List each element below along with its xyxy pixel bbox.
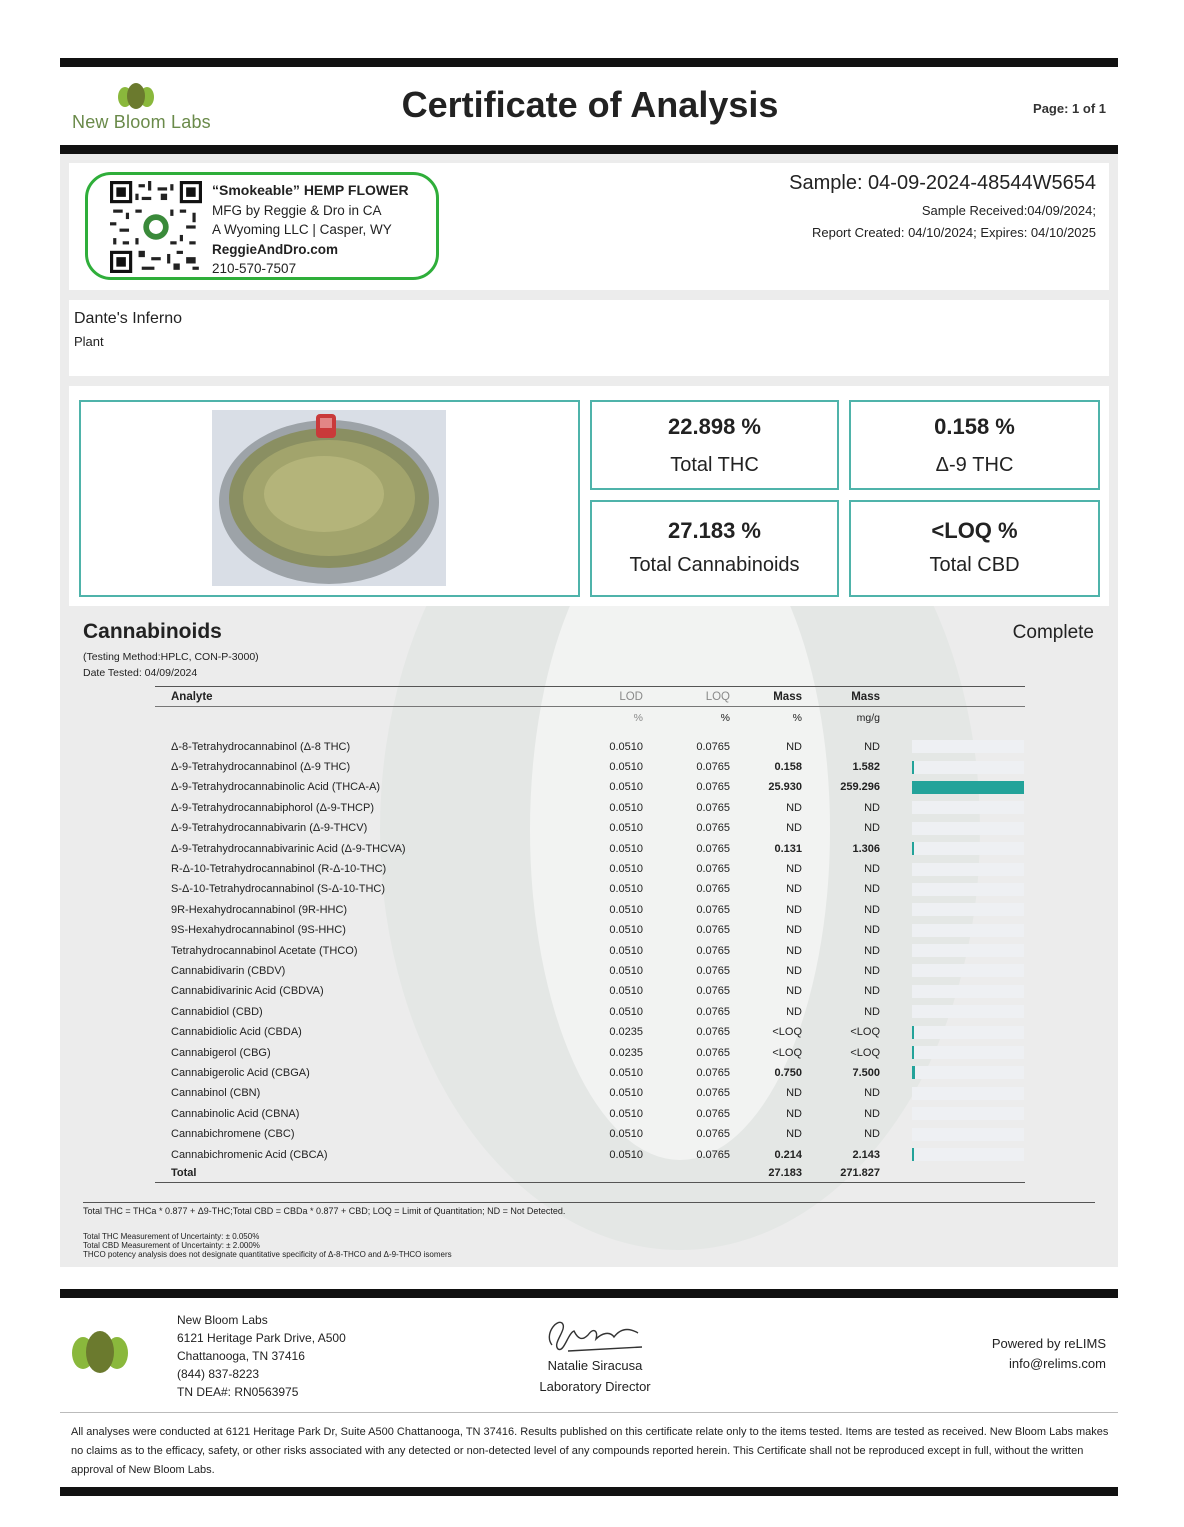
- producer-sticker: [85, 172, 439, 280]
- lod-cell: 0.0510: [609, 1005, 643, 1018]
- analyte-cell: Cannabigerol (CBG): [171, 1046, 271, 1059]
- level-bar-track: [912, 822, 1024, 835]
- mass-mgg-cell: ND: [864, 1005, 880, 1018]
- sticker-website-link[interactable]: ReggieAndDro.com: [212, 241, 339, 257]
- analyte-cell: Cannabinol (CBN): [171, 1087, 261, 1100]
- level-bar-track: [912, 924, 1024, 937]
- lod-cell: 0.0510: [609, 883, 643, 896]
- analyte-cell: R-Δ-10-Tetrahydrocannabinol (R-Δ-10-THC): [171, 863, 387, 876]
- level-bar-cell: [880, 1063, 1025, 1083]
- mass-percent-cell: 0.158: [774, 761, 802, 774]
- disclaimer: All analyses were conducted at 6121 Heritage Park Dr, Suite A500 Chattanooga, TN 37416. Results published on this certificate relate only to the items tested. Items are tested as received. New Bloom Labs makes no claims as to the efficacy, safety, or other risks associated with any detected or non-detected level of any compounds reported herein. This Certificate shall not be reproduced except in full, without the written approval of New Bloom Labs.: [71, 1426, 1109, 1476]
- table-row: [155, 757, 1025, 777]
- level-bar-cell: [880, 1083, 1025, 1103]
- table-row: [155, 1063, 1025, 1083]
- product-card: [69, 300, 1109, 376]
- level-bar-track: [912, 1005, 1024, 1018]
- loq-cell: 0.0765: [696, 1087, 730, 1100]
- lab-street: 6121 Heritage Park Drive, A500: [177, 1331, 346, 1345]
- column-header: Mass: [730, 687, 802, 707]
- mass-mgg-cell: ND: [864, 903, 880, 916]
- mass-mgg-cell: ND: [864, 740, 880, 753]
- table-row: [155, 940, 1025, 960]
- lod-cell: 0.0510: [609, 781, 643, 794]
- level-bar-track: [912, 740, 1024, 753]
- total-cbd-label: Total CBD: [929, 554, 1020, 576]
- analyte-cell: Cannabinolic Acid (CBNA): [171, 1107, 300, 1120]
- mass-percent-cell: ND: [786, 1005, 802, 1018]
- level-bar-cell: [880, 1144, 1025, 1164]
- page-title: Certificate of Analysis: [401, 84, 779, 125]
- lab-name: New Bloom Labs: [177, 1313, 268, 1327]
- table-header-row: [155, 687, 1025, 707]
- table-row: [155, 818, 1025, 838]
- level-bar-cell: [880, 1022, 1025, 1042]
- lod-cell: 0.0235: [609, 1046, 643, 1059]
- total-thc-value: 22.898 %: [668, 414, 761, 439]
- lod-cell: 0.0510: [609, 1066, 643, 1079]
- level-bar-track: [912, 1087, 1024, 1100]
- unit-label: %: [792, 711, 802, 724]
- lod-cell: 0.0510: [609, 1087, 643, 1100]
- mass-percent-cell: ND: [786, 1087, 802, 1100]
- level-bar-track: [912, 1107, 1024, 1120]
- level-bar-cell: [880, 920, 1025, 940]
- date-tested: Date Tested: 04/09/2024: [83, 667, 198, 679]
- total-mass-mgg: 271.827: [802, 1165, 880, 1183]
- sticker-line: MFG by Reggie & Dro in CA: [212, 202, 382, 218]
- powered-by: Powered by reLIMS: [991, 1336, 1106, 1351]
- mass-mgg-cell: ND: [864, 924, 880, 937]
- analyte-cell: Cannabichromenic Acid (CBCA): [171, 1148, 328, 1161]
- total-cannabinoids-value: 27.183 %: [668, 518, 761, 543]
- loq-cell: 0.0765: [696, 1128, 730, 1141]
- unit-label: %: [633, 711, 643, 724]
- footer-top-rule: [60, 1289, 1118, 1298]
- level-bar-fill: [912, 1026, 914, 1039]
- table-row: [155, 1083, 1025, 1103]
- mass-mgg-cell: <LOQ: [850, 1026, 880, 1039]
- total-thc-card: [590, 400, 839, 490]
- level-bar-track: [912, 1066, 1024, 1079]
- level-bar-track: [912, 863, 1024, 876]
- lab-dea: TN DEA#: RN0563975: [177, 1385, 299, 1399]
- level-bar-cell: [880, 900, 1025, 920]
- table-row: [155, 1042, 1025, 1062]
- lod-cell: 0.0510: [609, 761, 643, 774]
- sticker-text: [212, 181, 409, 279]
- lod-cell: 0.0510: [609, 842, 643, 855]
- loq-cell: 0.0765: [696, 964, 730, 977]
- level-bar-cell: [880, 940, 1025, 960]
- lab-address: [177, 1311, 346, 1401]
- level-bar-track: [912, 1046, 1024, 1059]
- lod-cell: 0.0510: [609, 1148, 643, 1161]
- mass-mgg-cell: ND: [864, 863, 880, 876]
- level-bar-cell: [880, 879, 1025, 899]
- loq-cell: 0.0765: [696, 1107, 730, 1120]
- mass-percent-cell: ND: [786, 924, 802, 937]
- director-signature: [538, 1313, 648, 1357]
- unit-label: mg/g: [856, 711, 880, 724]
- analyte-cell: Cannabidiolic Acid (CBDA): [171, 1026, 302, 1039]
- level-bar-track: [912, 761, 1024, 774]
- powered-email[interactable]: info@relims.com: [1009, 1356, 1106, 1371]
- mass-percent-cell: ND: [786, 944, 802, 957]
- analyte-cell: Δ-8-Tetrahydrocannabinol (Δ-8 THC): [171, 740, 351, 753]
- lod-cell: 0.0510: [609, 903, 643, 916]
- mass-percent-cell: ND: [786, 985, 802, 998]
- table-row: [155, 1104, 1025, 1124]
- mass-mgg-cell: ND: [864, 822, 880, 835]
- total-label: Total: [155, 1165, 575, 1183]
- mass-mgg-cell: ND: [864, 964, 880, 977]
- report-created: Report Created: 04/10/2024; Expires: 04/10/2025: [811, 225, 1096, 240]
- mass-mgg-cell: 2.143: [852, 1148, 880, 1161]
- mass-mgg-cell: ND: [864, 883, 880, 896]
- lod-cell: 0.0510: [609, 863, 643, 876]
- table-row: [155, 859, 1025, 879]
- analyte-cell: S-Δ-10-Tetrahydrocannabinol (S-Δ-10-THC): [171, 883, 385, 896]
- page-number: Page: 1 of 1: [1033, 101, 1106, 116]
- loq-cell: 0.0765: [696, 944, 730, 957]
- level-bar-track: [912, 883, 1024, 896]
- analyte-cell: Δ-9-Tetrahydrocannabiphorol (Δ-9-THCP): [171, 801, 374, 814]
- uncertainty-note: Total THC Measurement of Uncertainty: ± 0.050%: [83, 1232, 260, 1241]
- total-cannabinoids-card: [590, 500, 839, 597]
- level-bar-track: [912, 842, 1024, 855]
- formula-note: Total THC = THCa * 0.877 + Δ9-THC;Total CBD = CBDa * 0.877 + CBD; LOQ = Limit of Quantitation; ND = Not Detected.: [83, 1206, 566, 1216]
- mass-mgg-cell: 1.582: [852, 761, 880, 774]
- mass-mgg-cell: ND: [864, 1107, 880, 1120]
- mass-percent-cell: ND: [786, 1107, 802, 1120]
- delta9-thc-value: 0.158 %: [934, 414, 1015, 439]
- lod-cell: 0.0510: [609, 964, 643, 977]
- loq-cell: 0.0765: [696, 863, 730, 876]
- mass-percent-cell: 0.214: [774, 1148, 802, 1161]
- total-mass-percent: 27.183: [730, 1165, 802, 1183]
- mass-percent-cell: ND: [786, 1128, 802, 1141]
- brand-name: New Bloom Labs: [72, 112, 211, 132]
- table-row: [155, 879, 1025, 899]
- sample-dish-image: [212, 410, 446, 586]
- loq-cell: 0.0765: [696, 761, 730, 774]
- level-bar-cell: [880, 818, 1025, 838]
- lod-cell: 0.0510: [609, 740, 643, 753]
- level-bar-cell: [880, 798, 1025, 818]
- header-rule: [60, 145, 1118, 154]
- lod-cell: 0.0510: [609, 924, 643, 937]
- column-header: Analyte: [155, 687, 575, 707]
- total-cannabinoids-label: Total Cannabinoids: [629, 554, 800, 576]
- analyte-cell: Δ-9-Tetrahydrocannabinolic Acid (THCA-A): [171, 781, 381, 794]
- table-row: [155, 838, 1025, 858]
- table-row: [155, 1124, 1025, 1144]
- lod-cell: 0.0510: [609, 944, 643, 957]
- level-bar-cell: [880, 859, 1025, 879]
- mass-mgg-cell: ND: [864, 1087, 880, 1100]
- mass-mgg-cell: 259.296: [840, 781, 880, 794]
- level-bar-fill: [912, 761, 914, 774]
- loq-cell: 0.0765: [696, 883, 730, 896]
- uncertainty-note: Total CBD Measurement of Uncertainty: ± 2.000%: [83, 1241, 260, 1250]
- top-rule: [60, 58, 1118, 67]
- level-bar-track: [912, 985, 1024, 998]
- lab-city: Chattanooga, TN 37416: [177, 1349, 305, 1363]
- analyte-cell: Δ-9-Tetrahydrocannabivarin (Δ-9-THCV): [171, 822, 368, 835]
- notes-divider: [83, 1202, 1095, 1203]
- sticker-line: A Wyoming LLC | Casper, WY: [212, 222, 392, 237]
- section-title: Cannabinoids: [83, 620, 222, 643]
- mass-mgg-cell: ND: [864, 985, 880, 998]
- loq-cell: 0.0765: [696, 1046, 730, 1059]
- uncertainty-note: THCO potency analysis does not designate quantitative specificity of Δ-8-THCO and Δ-9-THCO isomers: [83, 1250, 452, 1259]
- mass-mgg-cell: ND: [864, 1128, 880, 1141]
- section-status: Complete: [1012, 622, 1094, 643]
- mass-percent-cell: ND: [786, 883, 802, 896]
- table-row: [155, 798, 1025, 818]
- level-bar-track: [912, 903, 1024, 916]
- lab-logo-icon: [72, 1331, 128, 1375]
- level-bar-fill: [912, 1046, 914, 1059]
- mass-percent-cell: 0.131: [774, 842, 802, 855]
- qr-code-icon[interactable]: [110, 181, 202, 273]
- loq-cell: 0.0765: [696, 801, 730, 814]
- table-row: [155, 777, 1025, 797]
- sticker-phone: 210-570-7507: [212, 261, 297, 276]
- level-bar-cell: [880, 1002, 1025, 1022]
- sample-id: Sample: 04-09-2024-48544W5654: [789, 172, 1096, 194]
- mass-percent-cell: ND: [786, 801, 802, 814]
- lod-cell: 0.0510: [609, 985, 643, 998]
- analyte-cell: Cannabichromene (CBC): [171, 1128, 295, 1141]
- level-bar-track: [912, 1148, 1024, 1161]
- lod-cell: 0.0510: [609, 1128, 643, 1141]
- delta9-thc-label: Δ-9 THC: [935, 454, 1014, 476]
- loq-cell: 0.0765: [696, 903, 730, 916]
- level-bar-track: [912, 1026, 1024, 1039]
- analyte-cell: 9S-Hexahydrocannabinol (9S-HHC): [171, 924, 346, 937]
- level-bar-cell: [880, 981, 1025, 1001]
- testing-method: (Testing Method:HPLC, CON-P-3000): [83, 651, 259, 663]
- level-bar-fill: [912, 1066, 915, 1079]
- analyte-cell: Cannabidivarinic Acid (CBDVA): [171, 985, 324, 998]
- mass-percent-cell: ND: [786, 964, 802, 977]
- loq-cell: 0.0765: [696, 1148, 730, 1161]
- analyte-cell: Cannabidiol (CBD): [171, 1005, 263, 1018]
- blank: [575, 1165, 643, 1183]
- level-bar-track: [912, 944, 1024, 957]
- table-row: [155, 920, 1025, 940]
- level-bar-track: [912, 801, 1024, 814]
- product-type: Plant: [74, 334, 104, 349]
- mass-percent-cell: 25.930: [768, 781, 802, 794]
- loq-cell: 0.0765: [696, 1005, 730, 1018]
- level-bar-track: [912, 1128, 1024, 1141]
- mass-mgg-cell: 1.306: [852, 842, 880, 855]
- mass-percent-cell: ND: [786, 740, 802, 753]
- sample-photo: [212, 410, 446, 586]
- blank: [880, 1165, 1025, 1183]
- loq-cell: 0.0765: [696, 842, 730, 855]
- level-bar-cell: [880, 1104, 1025, 1124]
- mass-percent-cell: ND: [786, 903, 802, 916]
- disclaimer-divider: [60, 1412, 1118, 1413]
- new-bloom-logo-icon: [118, 83, 154, 111]
- bottom-rule: [60, 1487, 1118, 1496]
- mass-mgg-cell: 7.500: [852, 1066, 880, 1079]
- loq-cell: 0.0765: [696, 1026, 730, 1039]
- mass-percent-cell: <LOQ: [772, 1026, 802, 1039]
- table-row: [155, 737, 1025, 757]
- loq-cell: 0.0765: [696, 985, 730, 998]
- mass-percent-cell: <LOQ: [772, 1046, 802, 1059]
- lod-cell: 0.0510: [609, 822, 643, 835]
- level-bar-fill: [912, 842, 914, 855]
- sticker-line: “Smokeable” HEMP FLOWER: [212, 182, 409, 198]
- analyte-cell: 9R-Hexahydrocannabinol (9R-HHC): [171, 903, 348, 916]
- table-row: [155, 1022, 1025, 1042]
- loq-cell: 0.0765: [696, 924, 730, 937]
- total-cbd-card: [849, 500, 1100, 597]
- table-row: [155, 900, 1025, 920]
- units-row: [155, 707, 1025, 729]
- column-header: LOD: [575, 687, 643, 707]
- column-header: Mass: [802, 687, 880, 707]
- director-name: Natalie Siracusa: [547, 1358, 643, 1373]
- lab-phone: (844) 837-8223: [177, 1367, 260, 1381]
- level-bar-cell: [880, 777, 1025, 797]
- uncertainty-notes: [83, 1232, 452, 1259]
- product-name: Dante's Inferno: [74, 310, 183, 327]
- blank: [643, 1165, 730, 1183]
- level-bar-cell: [880, 1042, 1025, 1062]
- lod-cell: 0.0510: [609, 801, 643, 814]
- mass-mgg-cell: ND: [864, 801, 880, 814]
- loq-cell: 0.0765: [696, 822, 730, 835]
- analyte-cell: Δ-9-Tetrahydrocannabivarinic Acid (Δ-9-THCVA): [171, 842, 406, 855]
- sample-received: Sample Received:04/09/2024;: [921, 203, 1096, 218]
- lod-cell: 0.0235: [609, 1026, 643, 1039]
- mass-percent-cell: ND: [786, 863, 802, 876]
- level-bar-track: [912, 781, 1024, 794]
- total-cbd-value: <LOQ %: [931, 518, 1018, 543]
- table-row: [155, 961, 1025, 981]
- unit-label: %: [720, 711, 730, 724]
- loq-cell: 0.0765: [696, 781, 730, 794]
- level-bar-cell: [880, 757, 1025, 777]
- lod-cell: 0.0510: [609, 1107, 643, 1120]
- loq-cell: 0.0765: [696, 1066, 730, 1079]
- level-bar-cell: [880, 737, 1025, 757]
- analyte-cell: Tetrahydrocannabinol Acetate (THCO): [171, 944, 358, 957]
- level-bar-cell: [880, 1124, 1025, 1144]
- table-row: [155, 981, 1025, 1001]
- total-thc-label: Total THC: [670, 454, 759, 476]
- level-bar-cell: [880, 961, 1025, 981]
- level-bar-cell: [880, 838, 1025, 858]
- analyte-cell: Cannabigerolic Acid (CBGA): [171, 1066, 310, 1079]
- level-bar-fill: [912, 781, 1024, 794]
- mass-percent-cell: 0.750: [774, 1066, 802, 1079]
- table-row: [155, 1002, 1025, 1022]
- table-row: [155, 1144, 1025, 1164]
- mass-mgg-cell: <LOQ: [850, 1046, 880, 1059]
- mass-mgg-cell: ND: [864, 944, 880, 957]
- analyte-cell: Δ-9-Tetrahydrocannabinol (Δ-9 THC): [171, 761, 351, 774]
- cannabinoids-table: [155, 686, 1025, 1183]
- level-bar-fill: [912, 1148, 914, 1161]
- column-header: LOQ: [643, 687, 730, 707]
- director-title: Laboratory Director: [539, 1379, 651, 1394]
- delta9-thc-card: [849, 400, 1100, 490]
- mass-percent-cell: ND: [786, 822, 802, 835]
- total-row: [155, 1165, 1025, 1183]
- loq-cell: 0.0765: [696, 740, 730, 753]
- level-bar-track: [912, 964, 1024, 977]
- analyte-cell: Cannabidivarin (CBDV): [171, 964, 286, 977]
